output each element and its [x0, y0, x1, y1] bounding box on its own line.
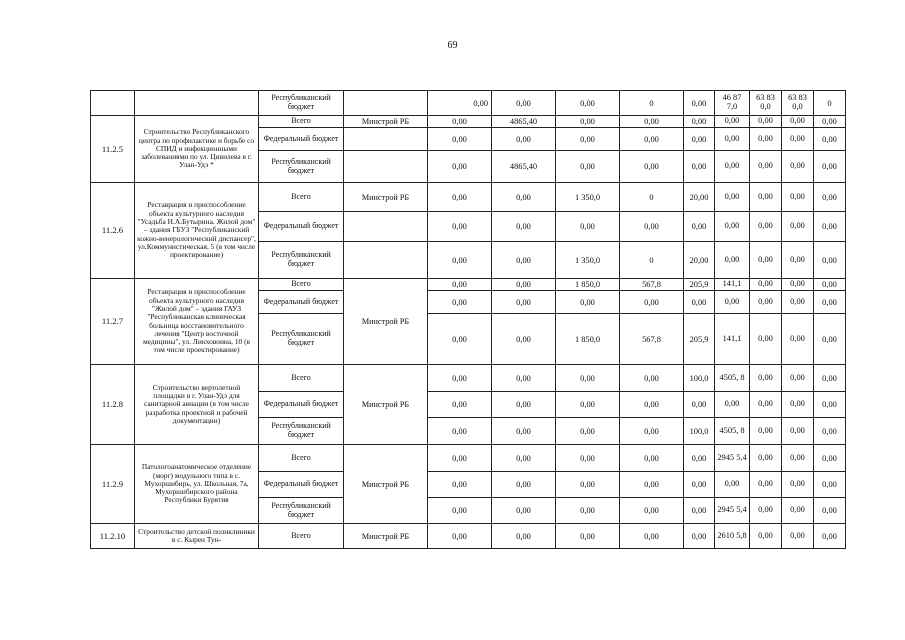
value-cell: 0,00	[492, 212, 556, 242]
table-row	[91, 91, 846, 116]
value-cell: 0,00	[684, 151, 715, 183]
executor: Минстрой РБ	[344, 524, 428, 549]
value-cell: 0,00	[684, 445, 715, 472]
value-cell: 0,00	[750, 128, 782, 151]
value-cell: 567,8	[620, 314, 684, 365]
value-cell: 0,00	[428, 91, 492, 116]
executor	[344, 151, 428, 183]
value-cell: 0,00	[684, 128, 715, 151]
value-cell: 0,00	[684, 291, 715, 314]
value-cell: 1 850,0	[556, 314, 620, 365]
value-cell: 0,00	[620, 445, 684, 472]
value-cell: 0,00	[684, 524, 715, 549]
value-cell: 0,00	[428, 314, 492, 365]
table-row	[91, 279, 846, 291]
value-cell: 0,00	[556, 291, 620, 314]
value-cell: 0,00	[620, 498, 684, 524]
value-cell: 0,00	[556, 418, 620, 445]
value-cell: 567,8	[620, 279, 684, 291]
value-cell: 141,1	[715, 279, 750, 291]
value-cell: 0,00	[684, 116, 715, 128]
value-cell: 0,00	[782, 116, 814, 128]
table-row	[91, 524, 846, 549]
value-cell: 0,00	[620, 418, 684, 445]
value-cell: 0,00	[492, 183, 556, 212]
value-cell: 0,00	[814, 279, 846, 291]
item-name: Реставрация и приспособление объекта культурного наследия "Жилой дом" – здания ГАУЗ "Республиканская клиническая больница восстановительного лечения "Центр восточной медицины", ул. Линховоина, 10 (в том числе проектирование)	[135, 279, 259, 365]
value-cell: 0,00	[715, 392, 750, 418]
value-cell: 0,00	[782, 279, 814, 291]
item-number: 11.2.9	[91, 445, 135, 524]
item-number: 11.2.10	[91, 524, 135, 549]
value-cell: 4865,40	[492, 151, 556, 183]
value-cell: 0,00	[492, 472, 556, 498]
value-cell: 0,00	[428, 291, 492, 314]
value-cell: 0,00	[814, 212, 846, 242]
value-cell: 205,9	[684, 279, 715, 291]
value-cell: 0,00	[814, 418, 846, 445]
value-cell: 0,00	[750, 445, 782, 472]
value-cell: 0,00	[782, 365, 814, 392]
funding-source: Федеральный бюджет	[259, 472, 344, 498]
executor	[344, 91, 428, 116]
item-name: Строительство детской поликлиники в с. Кырен Тун-	[135, 524, 259, 549]
value-cell: 0,00	[715, 242, 750, 279]
value-cell: 0,00	[556, 212, 620, 242]
value-cell: 0,00	[620, 128, 684, 151]
value-cell: 0,00	[556, 445, 620, 472]
value-cell: 0,00	[428, 279, 492, 291]
value-cell: 4505, 8	[715, 365, 750, 392]
item-number: 11.2.8	[91, 365, 135, 445]
value-cell: 0,00	[684, 498, 715, 524]
table-row	[91, 445, 846, 472]
value-cell: 2610 5,8	[715, 524, 750, 549]
value-cell: 0,00	[620, 392, 684, 418]
value-cell: 0,00	[428, 151, 492, 183]
value-cell: 0,00	[715, 128, 750, 151]
value-cell: 0	[814, 91, 846, 116]
value-cell: 0,00	[782, 472, 814, 498]
value-cell: 0,00	[556, 91, 620, 116]
value-cell: 4865,40	[492, 116, 556, 128]
value-cell: 0,00	[750, 314, 782, 365]
funding-source: Федеральный бюджет	[259, 392, 344, 418]
value-cell: 0,00	[556, 472, 620, 498]
value-cell: 0,00	[715, 183, 750, 212]
executor: Минстрой РБ	[344, 183, 428, 212]
table-row	[91, 183, 846, 212]
value-cell: 0,00	[620, 212, 684, 242]
value-cell: 1 350,0	[556, 242, 620, 279]
value-cell: 20,00	[684, 183, 715, 212]
value-cell: 0,00	[556, 498, 620, 524]
value-cell: 0,00	[428, 472, 492, 498]
table-row	[91, 365, 846, 392]
value-cell: 63 83 0,0	[782, 91, 814, 116]
value-cell: 0,00	[556, 151, 620, 183]
value-cell: 2945 5,4	[715, 445, 750, 472]
value-cell: 0,00	[814, 524, 846, 549]
value-cell: 0,00	[492, 128, 556, 151]
funding-source: Всего	[259, 116, 344, 128]
funding-source: Всего	[259, 445, 344, 472]
value-cell: 0,00	[750, 279, 782, 291]
value-cell: 1 350,0	[556, 183, 620, 212]
value-cell: 46 87 7,0	[715, 91, 750, 116]
funding-source: Федеральный бюджет	[259, 212, 344, 242]
value-cell: 0,00	[782, 498, 814, 524]
page-number: 69	[447, 40, 458, 51]
value-cell: 0,00	[428, 524, 492, 549]
value-cell: 0,00	[782, 128, 814, 151]
value-cell: 0,00	[492, 279, 556, 291]
value-cell: 0,00	[715, 291, 750, 314]
executor	[344, 128, 428, 151]
value-cell: 0,00	[492, 291, 556, 314]
value-cell: 0,00	[715, 212, 750, 242]
value-cell: 0,00	[814, 242, 846, 279]
value-cell: 205,9	[684, 314, 715, 365]
value-cell: 0,00	[750, 116, 782, 128]
funding-source: Республиканский бюджет	[259, 498, 344, 524]
value-cell: 0,00	[814, 183, 846, 212]
value-cell: 0,00	[814, 498, 846, 524]
funding-source: Всего	[259, 279, 344, 291]
value-cell: 0,00	[715, 472, 750, 498]
value-cell: 0,00	[814, 291, 846, 314]
table-row	[91, 116, 846, 128]
value-cell: 0,00	[492, 418, 556, 445]
item-number: 11.2.5	[91, 116, 135, 183]
value-cell: 141,1	[715, 314, 750, 365]
value-cell: 0	[620, 183, 684, 212]
value-cell: 1 850,0	[556, 279, 620, 291]
item-number: 11.2.6	[91, 183, 135, 279]
value-cell: 0,00	[782, 291, 814, 314]
funding-source: Федеральный бюджет	[259, 291, 344, 314]
executor	[344, 212, 428, 242]
value-cell: 0,00	[782, 212, 814, 242]
funding-source: Республиканский бюджет	[259, 314, 344, 365]
funding-source: Республиканский бюджет	[259, 151, 344, 183]
value-cell: 0,00	[492, 242, 556, 279]
value-cell: 0,00	[814, 128, 846, 151]
funding-source: Республиканский бюджет	[259, 418, 344, 445]
value-cell: 0,00	[556, 116, 620, 128]
funding-source: Всего	[259, 365, 344, 392]
value-cell: 0,00	[684, 91, 715, 116]
value-cell: 0,00	[492, 498, 556, 524]
funding-source: Федеральный бюджет	[259, 128, 344, 151]
value-cell: 0	[620, 242, 684, 279]
value-cell: 0,00	[428, 445, 492, 472]
value-cell: 100,0	[684, 418, 715, 445]
value-cell: 0,00	[620, 472, 684, 498]
funding-source: Всего	[259, 524, 344, 549]
value-cell: 0,00	[782, 242, 814, 279]
budget-table	[90, 90, 846, 549]
executor: Минстрой РБ	[344, 116, 428, 128]
value-cell: 0,00	[715, 151, 750, 183]
value-cell: 0,00	[428, 365, 492, 392]
value-cell: 0,00	[814, 151, 846, 183]
value-cell: 0,00	[428, 116, 492, 128]
funding-source: Республиканский бюджет	[259, 242, 344, 279]
value-cell: 0,00	[684, 212, 715, 242]
executor	[344, 242, 428, 279]
item-name: Строительство Республиканского центра по профилактике и борьбе со СПИД и инфекционными заболеваниями по ул. Цивилева в г. Улан-Удэ *	[135, 116, 259, 183]
item-name: Строительство вертолетной площадки в г. Улан-Удэ для санитарной авиации (в том числе разработка проектной и рабочей документации)	[135, 365, 259, 445]
value-cell: 0,00	[428, 128, 492, 151]
value-cell: 0,00	[750, 392, 782, 418]
value-cell: 20,00	[684, 242, 715, 279]
value-cell: 0,00	[814, 314, 846, 365]
value-cell: 0,00	[620, 291, 684, 314]
value-cell: 0,00	[492, 314, 556, 365]
value-cell: 0,00	[556, 524, 620, 549]
value-cell: 0,00	[684, 472, 715, 498]
executor: Минстрой РБ	[344, 279, 428, 365]
value-cell: 0,00	[715, 116, 750, 128]
value-cell: 0,00	[620, 365, 684, 392]
value-cell: 0,00	[782, 524, 814, 549]
value-cell: 0,00	[750, 291, 782, 314]
value-cell: 0,00	[620, 116, 684, 128]
value-cell: 0,00	[750, 472, 782, 498]
value-cell: 0,00	[782, 445, 814, 472]
value-cell: 0,00	[782, 392, 814, 418]
item-number: 11.2.7	[91, 279, 135, 365]
value-cell: 0,00	[556, 392, 620, 418]
value-cell: 0,00	[814, 472, 846, 498]
value-cell: 0,00	[750, 418, 782, 445]
value-cell: 0,00	[814, 392, 846, 418]
item-name	[135, 91, 259, 116]
value-cell: 0,00	[684, 392, 715, 418]
value-cell: 0,00	[750, 212, 782, 242]
value-cell: 0,00	[750, 183, 782, 212]
value-cell: 0,00	[750, 151, 782, 183]
item-name: Патологоанатомическое отделение (морг) модульного типа в с. Мухоршибирь, ул. Школьная, 7а, Мухоршибирского района Республики Бурятия	[135, 445, 259, 524]
value-cell: 0,00	[782, 314, 814, 365]
value-cell: 0,00	[492, 365, 556, 392]
value-cell: 0,00	[492, 445, 556, 472]
item-name: Реставрация и приспособление объекта культурного наследия "Усадьба Н.А.Бутырина. Жилой дом" – здания ГБУЗ "Республиканский кожно-венерологический диспансер", ул.Коммунистическая, 5 (в том числе проектирование)	[135, 183, 259, 279]
value-cell: 0,00	[492, 392, 556, 418]
value-cell: 4505, 8	[715, 418, 750, 445]
value-cell: 0,00	[428, 242, 492, 279]
value-cell: 0,00	[750, 524, 782, 549]
value-cell: 0,00	[782, 183, 814, 212]
value-cell: 0,00	[428, 212, 492, 242]
value-cell: 2945 5,4	[715, 498, 750, 524]
value-cell: 0,00	[750, 498, 782, 524]
value-cell: 0,00	[556, 365, 620, 392]
item-number	[91, 91, 135, 116]
value-cell: 0,00	[492, 524, 556, 549]
value-cell: 0,00	[428, 418, 492, 445]
funding-source: Всего	[259, 183, 344, 212]
value-cell: 0,00	[814, 365, 846, 392]
funding-source: Республиканский бюджет	[259, 91, 344, 116]
executor: Минстрой РБ	[344, 445, 428, 524]
value-cell: 100,0	[684, 365, 715, 392]
value-cell: 0,00	[492, 91, 556, 116]
value-cell: 0,00	[750, 242, 782, 279]
value-cell: 0,00	[814, 445, 846, 472]
value-cell: 0,00	[428, 498, 492, 524]
value-cell: 0,00	[428, 183, 492, 212]
executor: Минстрой РБ	[344, 365, 428, 445]
value-cell: 0	[620, 91, 684, 116]
value-cell: 0,00	[556, 128, 620, 151]
value-cell: 0,00	[782, 418, 814, 445]
value-cell: 0,00	[620, 524, 684, 549]
value-cell: 63 83 0,0	[750, 91, 782, 116]
value-cell: 0,00	[428, 392, 492, 418]
value-cell: 0,00	[620, 151, 684, 183]
value-cell: 0,00	[750, 365, 782, 392]
value-cell: 0,00	[814, 116, 846, 128]
value-cell: 0,00	[782, 151, 814, 183]
